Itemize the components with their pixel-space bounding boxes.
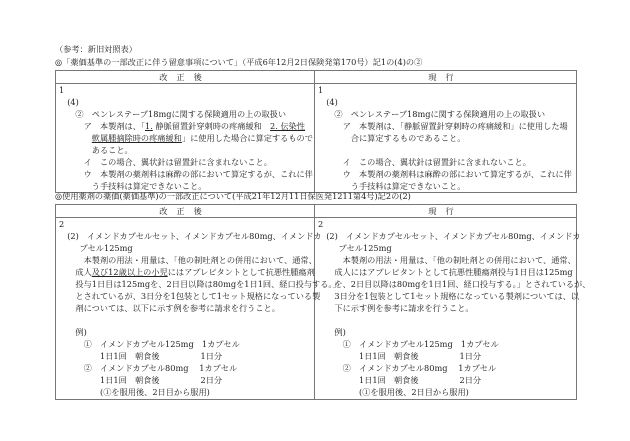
text-segment: (2) イメンドカプセルセット、イメンドカプセル80mg、イメンドカ xyxy=(67,231,322,241)
text-segment: ① イメンドカプセル125mg 1カプセル xyxy=(342,339,499,349)
column-header-current: 現行 xyxy=(315,205,577,218)
text-segment: 」に使用した場合に算定するもので xyxy=(181,133,313,143)
text-line xyxy=(59,338,314,350)
new-text-cell xyxy=(56,218,341,400)
text-line xyxy=(59,120,314,132)
text-line xyxy=(318,144,576,156)
text-line xyxy=(318,266,576,278)
text-line xyxy=(59,302,314,314)
comparison-table-2 xyxy=(55,204,591,400)
text-segment: 静脈留置針穿刺時の疼痛緩和 xyxy=(152,121,271,131)
text-line xyxy=(318,108,576,120)
text-segment: とされているが、3日分を1包装として1セット規格になっている製 xyxy=(75,291,321,301)
text-segment: (2) イメンドカプセルセット、イメンドカプセル80mg、イメンドカ xyxy=(326,231,581,241)
text-segment: ア 本製剤は、「 xyxy=(83,121,145,131)
text-line xyxy=(318,290,580,302)
comparison-table-1 xyxy=(55,70,577,193)
text-line xyxy=(59,374,314,386)
text-line xyxy=(318,96,576,108)
text-segment: 本製剤の用法・用量は、「他の制吐剤との併用において、通常、 xyxy=(83,255,317,265)
text-line xyxy=(59,254,317,266)
text-line xyxy=(318,362,576,374)
column-header-new: 改正後 xyxy=(56,205,315,218)
text-line xyxy=(59,362,314,374)
text-segment: ① イメンドカプセル125mg 1カプセル xyxy=(83,339,240,349)
current-text-cell xyxy=(315,218,591,400)
text-line xyxy=(59,266,314,278)
text-segment: プセル125mg xyxy=(338,243,392,253)
text-segment: 例) xyxy=(75,327,87,337)
text-segment: う手技料は算定できないこと。 xyxy=(91,181,207,191)
text-segment: イ この場合、翼状針は留置針に含まれないこと。 xyxy=(83,157,272,167)
text-segment: 合に算定するものであること。 xyxy=(350,133,466,143)
text-line xyxy=(318,132,576,144)
text-segment: ア 本製剤は、「静脈留置針穿刺時の疼痛緩和」に使用した場 xyxy=(342,121,568,131)
text-segment: 2 xyxy=(59,219,65,229)
underlined-amendment: 及び12歳以上の小児 xyxy=(91,267,168,277)
text-line xyxy=(59,278,341,290)
text-line xyxy=(318,326,576,338)
text-segment: 投与1日目は125mgを、2日目以降は80mgを1日1回、経口投与する。」 xyxy=(75,279,341,289)
text-segment: 1日1回 朝食後 2日分 xyxy=(359,375,482,385)
text-segment: (4) xyxy=(67,97,79,107)
text-line xyxy=(59,350,314,362)
text-segment: (4) xyxy=(326,97,338,107)
text-segment: 1日1回 朝食後 2日分 xyxy=(100,375,223,385)
text-segment: を、2日目以降は80mgを1日1回、経口投与する。」とされているが、 xyxy=(334,279,591,289)
text-segment: 本製剤の用法・用量は、「他の制吐剤との併用において、通常、 xyxy=(342,255,576,265)
text-line xyxy=(59,84,314,96)
text-segment: プセル125mg xyxy=(79,243,133,253)
text-line xyxy=(318,374,576,386)
underlined-amendment: 軟属腫摘除時の疼痛緩和 xyxy=(91,133,182,143)
text-segment: ② イメンドカプセル80mg 1カプセル xyxy=(342,363,497,373)
text-segment: (①を服用後、2日目から服用) xyxy=(100,387,210,397)
text-line xyxy=(318,350,576,362)
reference-label: （参考：新旧対照表） xyxy=(55,44,137,54)
text-segment: う手技料は算定できないこと。 xyxy=(350,181,466,191)
text-segment: 2 xyxy=(318,219,324,229)
text-segment: 1 xyxy=(59,85,65,95)
section-title-1: ◎「薬価基準の一部改正に伴う留意事項について」（平成6年12月2日保険発第170号）記1の(4)の② xyxy=(55,57,423,67)
text-line xyxy=(318,120,576,132)
text-segment: ② ペンレステープ18mgに関する保険適用の上の取扱い xyxy=(75,109,287,119)
text-segment: 成人 xyxy=(75,267,92,277)
text-segment: 1日1回 朝食後 1日分 xyxy=(359,351,482,361)
column-header-new: 改正後 xyxy=(56,71,315,84)
text-segment: (①を服用後、2日目から服用) xyxy=(359,387,469,397)
text-line xyxy=(318,168,576,180)
text-line xyxy=(318,278,591,290)
text-segment: 1 xyxy=(318,85,324,95)
text-segment: 下に示す例を参考に請求を行うこと。 xyxy=(334,303,474,313)
current-text-cell xyxy=(315,84,577,193)
section-title-2: ◎使用薬剤の薬価(薬価基準)の一部改正について(平成21年12月11日保医発1211第4号)記2の(2) xyxy=(55,191,411,201)
text-line xyxy=(59,144,314,156)
text-line xyxy=(318,156,576,168)
text-line xyxy=(59,108,314,120)
text-segment: ウ 本製剤の薬剤料は麻酔の部において算定するが、これに伴 xyxy=(83,169,313,179)
text-line xyxy=(59,218,314,230)
text-line xyxy=(59,386,314,398)
text-line xyxy=(318,386,576,398)
underlined-amendment: 1. xyxy=(145,121,153,131)
text-line xyxy=(59,168,314,180)
text-line xyxy=(318,302,576,314)
text-segment: にはアプレピタントとして抗悪性腫瘍剤 xyxy=(167,267,315,277)
text-line xyxy=(59,96,314,108)
text-line xyxy=(59,314,314,326)
text-line xyxy=(59,326,314,338)
text-line xyxy=(59,230,322,242)
text-segment: ウ 本製剤の薬剤料は麻酔の部において算定するが、これに伴 xyxy=(342,169,572,179)
text-line xyxy=(59,132,314,144)
text-line xyxy=(318,338,576,350)
text-segment: 1日1回 朝食後 1日分 xyxy=(100,351,223,361)
text-segment: ② ペンレステープ18mgに関する保険適用の上の取扱い xyxy=(334,109,546,119)
text-line xyxy=(318,314,576,326)
text-line xyxy=(59,242,314,254)
text-line xyxy=(59,156,314,168)
text-segment: あること。 xyxy=(91,145,133,155)
underlined-amendment: 2. 伝染性 xyxy=(270,121,306,131)
new-text-cell xyxy=(56,84,315,193)
text-segment: イ この場合、翼状針は留置針に含まれないこと。 xyxy=(342,157,531,167)
text-segment: 3日分を1包装として1セット規格になっている製剤については、以 xyxy=(334,291,580,301)
text-segment: ② イメンドカプセル80mg 1カプセル xyxy=(83,363,238,373)
column-header-current: 現行 xyxy=(315,71,577,84)
text-line xyxy=(318,218,576,230)
text-line xyxy=(59,290,321,302)
text-segment: 成人にはアプレピタントとして抗悪性腫瘍剤投与1日目は125mg xyxy=(334,267,573,277)
text-line xyxy=(318,84,576,96)
text-line xyxy=(318,242,576,254)
text-line xyxy=(318,230,581,242)
text-segment: 剤については、以下に示す例を参考に請求を行うこと。 xyxy=(75,303,280,313)
text-line xyxy=(318,254,576,266)
text-segment: 例) xyxy=(334,327,346,337)
